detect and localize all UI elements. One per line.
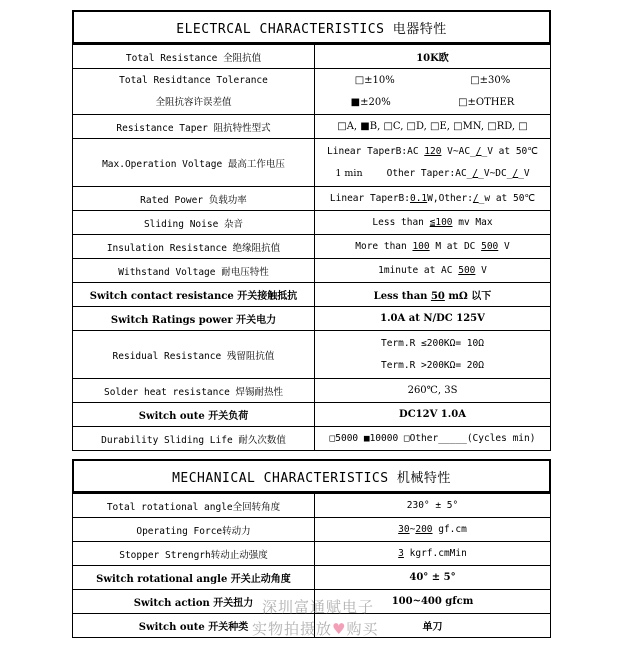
switch-oute-value: DC12V 1.0A xyxy=(315,403,551,427)
taper-label: Resistance Taper 阻抗特性型式 xyxy=(73,115,315,139)
text: V xyxy=(498,241,510,252)
text: 购买 xyxy=(346,620,379,638)
text: gf.cm xyxy=(432,524,467,535)
table-row xyxy=(73,115,551,139)
spec-sheet xyxy=(72,10,551,638)
table-row xyxy=(73,283,551,307)
rated-power-label: Rated Power 负载功率 xyxy=(73,187,315,211)
tolerance-options xyxy=(315,69,551,115)
text: mv Max xyxy=(452,217,493,228)
switch-action-value: 100~400 gfcm xyxy=(315,590,551,614)
max-voltage-value xyxy=(315,139,551,187)
heart-icon: ♥ xyxy=(332,620,347,638)
text: 0.1 xyxy=(409,193,428,204)
switch-contact-value xyxy=(315,283,551,307)
withstand-value xyxy=(315,259,551,283)
text: / xyxy=(475,145,482,157)
rated-power-value xyxy=(315,187,551,211)
withstand-label: Withstand Voltage 耐电压特性 xyxy=(73,259,315,283)
max-voltage-label: Max.Operation Voltage 最高工作电压 xyxy=(73,139,315,187)
text: _V at 50℃ xyxy=(481,145,538,157)
solder-label: Solder heat resistance 焊锡耐热性 xyxy=(73,379,315,403)
tolerance-label-cn: 全阻抗容许误差值 xyxy=(155,96,232,108)
durability-label: Durability Sliding Life 耐久次数值 xyxy=(73,427,315,451)
switch-contact-label: Switch contact resistance 开关接触抵抗 xyxy=(73,283,315,307)
text: Linear TaperB: xyxy=(329,193,410,204)
text: 200 xyxy=(415,524,433,535)
insulation-value xyxy=(315,235,551,259)
max-voltage-line1 xyxy=(317,141,548,163)
residual-label: Residual Resistance 残留阻抗值 xyxy=(73,331,315,379)
table-row xyxy=(73,427,551,451)
text: _V~DC_ xyxy=(478,167,513,179)
text: 50 xyxy=(430,291,445,302)
text: 500 xyxy=(481,241,499,252)
taper-value: □A, ■B, □C, □D, □E, □MN, □RD, □ xyxy=(315,115,551,139)
mechanical-section-title: MECHANICAL CHARACTERISTICS 机械特性 xyxy=(72,459,551,493)
text: mΩ 以下 xyxy=(444,291,492,302)
rot-angle-value: 230° ± 5° xyxy=(315,494,551,518)
text: V xyxy=(475,265,487,276)
text: Linear TaperB:AC xyxy=(327,145,425,157)
table-row xyxy=(73,139,551,187)
switch-oute2-value: 单刀 xyxy=(315,614,551,638)
text: 1 min xyxy=(335,167,363,179)
stopper-value xyxy=(315,542,551,566)
switch-oute-label: Switch oute 开关负荷 xyxy=(73,403,315,427)
total-resistance-value: 10K欧 xyxy=(315,45,551,69)
table-row xyxy=(73,69,551,115)
op-force-label: Operating Force转动力 xyxy=(73,518,315,542)
op-force-value xyxy=(315,518,551,542)
tolerance-option-20: ■±20% xyxy=(350,96,391,108)
text: / xyxy=(472,167,479,179)
switch-ratings-value: 1.0A at N/DC 125V xyxy=(315,307,551,331)
total-resistance-label: Total Resistance 全阻抗值 xyxy=(73,45,315,69)
table-row xyxy=(73,566,551,590)
text: More than xyxy=(355,241,413,252)
text: / xyxy=(512,167,519,179)
tolerance-option-10: □±10% xyxy=(354,74,395,86)
switch-ratings-label: Switch Ratings power 开关电力 xyxy=(73,307,315,331)
durability-value: □5000 ■10000 □Other_____(Cycles min) xyxy=(315,427,551,451)
table-row xyxy=(73,542,551,566)
table-row xyxy=(73,379,551,403)
solder-value: 260℃, 3S xyxy=(315,379,551,403)
text: ~ xyxy=(409,524,416,535)
insulation-label: Insulation Resistance 绝缘阻抗值 xyxy=(73,235,315,259)
table-row xyxy=(73,331,551,379)
switch-angle-label: Switch rotational angle 开关止动角度 xyxy=(73,566,315,590)
text: 实物拍摄放 xyxy=(252,620,333,638)
switch-angle-value: 40° ± 5° xyxy=(315,566,551,590)
residual-line1: Term.R ≤200KΩ= 10Ω xyxy=(381,337,484,349)
text: W,Other: xyxy=(427,193,473,204)
sliding-noise-label: Sliding Noise 杂音 xyxy=(73,211,315,235)
table-row xyxy=(73,187,551,211)
text: Other Taper:AC_ xyxy=(386,167,473,179)
tolerance-label-en: Total Residtance Tolerance xyxy=(119,74,268,86)
text: _w at 50℃ xyxy=(478,193,536,204)
table-row xyxy=(73,211,551,235)
text: 3 xyxy=(398,548,404,559)
switch-action-label: Switch action 开关扭力 xyxy=(73,590,315,614)
text: 100 xyxy=(412,241,430,252)
table-row xyxy=(73,494,551,518)
text: kgrf.cmMin xyxy=(403,548,467,559)
text: M at DC xyxy=(429,241,482,252)
table-row xyxy=(73,403,551,427)
tolerance-option-30: □±30% xyxy=(470,74,511,86)
stopper-label: Stopper Strengrh转动止动强度 xyxy=(73,542,315,566)
tolerance-option-other: □±OTHER xyxy=(458,96,515,108)
residual-line2: Term.R >200KΩ= 20Ω xyxy=(381,359,484,371)
electrical-section-title: ELECTRCAL CHARACTERISTICS 电器特性 xyxy=(72,10,551,44)
watermark-line2 xyxy=(252,618,378,639)
rot-angle-label: Total rotational angle全回转角度 xyxy=(73,494,315,518)
text: 30 xyxy=(398,524,410,535)
table-row xyxy=(73,518,551,542)
table-row xyxy=(73,307,551,331)
text: / xyxy=(472,193,479,204)
text: Less than xyxy=(372,217,430,228)
tolerance-label xyxy=(73,69,315,115)
text: ≦100 xyxy=(429,217,453,228)
text: _V xyxy=(518,167,530,179)
table-row xyxy=(73,235,551,259)
max-voltage-line2 xyxy=(317,163,548,185)
section-gap xyxy=(72,451,551,459)
text: 500 xyxy=(458,265,476,276)
residual-value xyxy=(315,331,551,379)
text: V~AC_ xyxy=(441,145,476,157)
sliding-noise-value xyxy=(315,211,551,235)
text: 120 xyxy=(424,145,442,157)
switch-oute2-label: Switch oute 开关种类 xyxy=(73,614,315,638)
text: 1minute at AC xyxy=(378,265,459,276)
table-row xyxy=(73,45,551,69)
text: Less than xyxy=(373,291,431,302)
watermark-line1: 深圳富通赋电子 xyxy=(262,598,375,616)
table-row xyxy=(73,259,551,283)
electrical-table xyxy=(72,44,551,451)
